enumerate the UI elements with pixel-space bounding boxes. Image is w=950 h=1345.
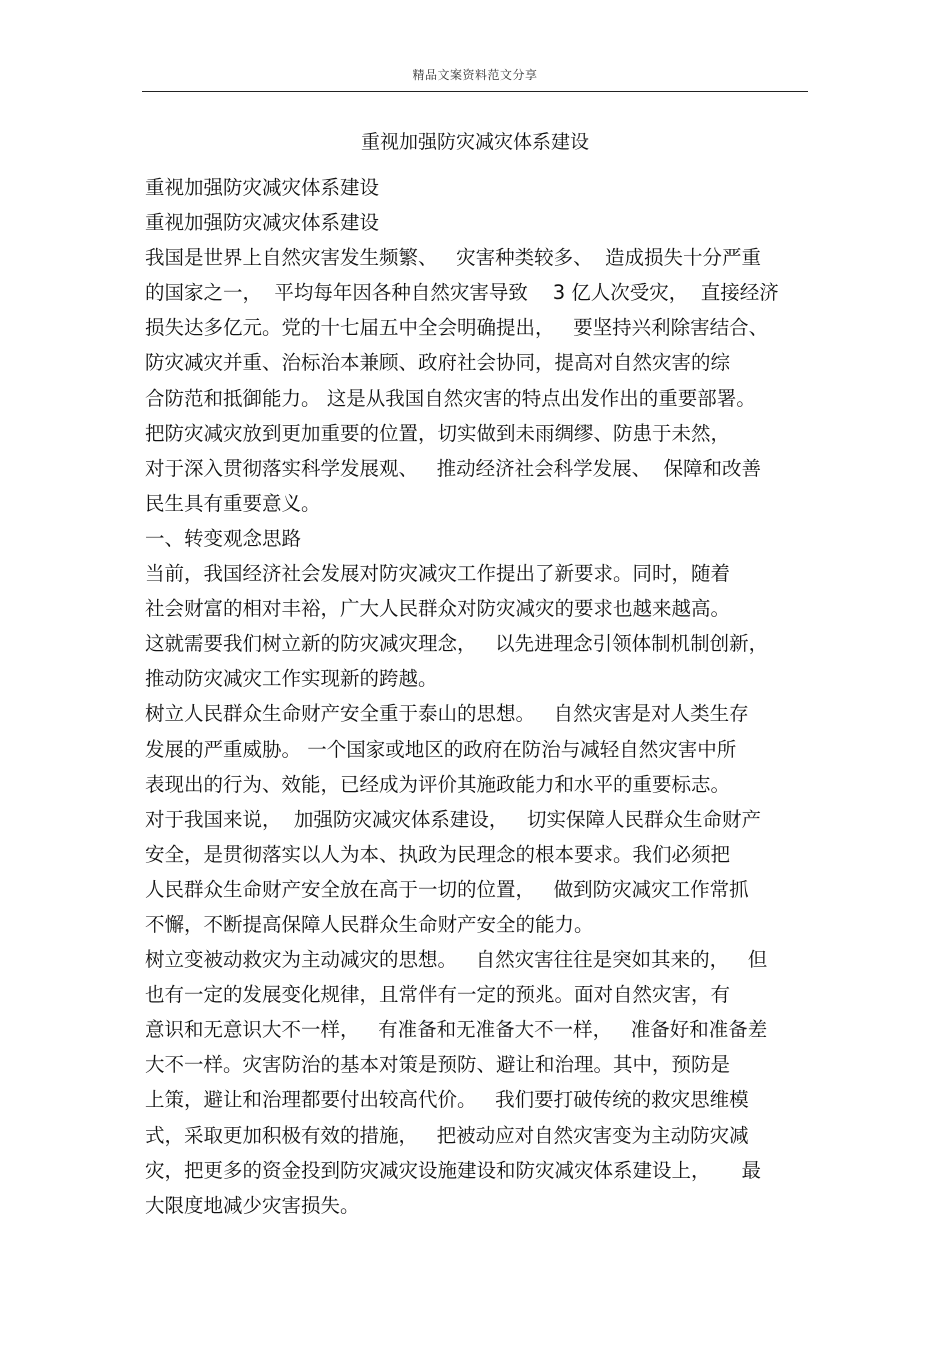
body-line: 重视加强防灾减灾体系建设 <box>145 211 380 235</box>
body-line: 发展的严重威胁。 一个国家或地区的政府在防治与减轻自然灾害中所 <box>145 737 737 761</box>
body-line: 这就需要我们树立新的防灾减灾理念， 以先进理念引领体制机制创新， <box>145 632 769 656</box>
body-line: 灾，把更多的资金投到防灾减灾设施建设和防灾减灾体系建设上， 最 <box>145 1158 761 1182</box>
body-line: 树立变被动救灾为主动减灾的思想。 自然灾害往往是突如其来的， 但 <box>145 948 768 972</box>
body-line: 合防范和抵御能力。 这是从我国自然灾害的特点出发作出的重要部署。 <box>145 386 756 410</box>
body-line: 也有一定的发展变化规律，且常伴有一定的预兆。面对自然灾害，有 <box>145 983 731 1007</box>
body-line: 民生具有重要意义。 <box>145 491 321 515</box>
body-line: 我国是世界上自然灾害发生频繁、 灾害种类较多、 造成损失十分严重 <box>145 246 761 270</box>
page-header-text: 精品文案资料范文分享 <box>412 68 538 82</box>
body-line: 对于我国来说， 加强防灾减灾体系建设， 切实保障人民群众生命财产 <box>145 807 761 831</box>
body-line: 大不一样。灾害防治的基本对策是预防、避让和治理。其中，预防是 <box>145 1053 731 1077</box>
body-line: 安全，是贯彻落实以人为本、执政为民理念的根本要求。我们必须把 <box>145 842 731 866</box>
body-line: 社会财富的相对丰裕，广大人民群众对防灾减灾的要求也越来越高。 <box>145 597 731 621</box>
body-line: 上策，避让和治理都要付出较高代价。 我们要打破传统的救灾思维模 <box>145 1088 749 1112</box>
body-line: 对于深入贯彻落实科学发展观、 推动经济社会科学发展、 保障和改善 <box>145 456 761 480</box>
body-line: 防灾减灾并重、治标治本兼顾、政府社会协同，提高对自然灾害的综 <box>145 351 731 375</box>
section-heading: 一、转变观念思路 <box>145 526 302 550</box>
body-line: 损失达多亿元。党的十七届五中全会明确提出， 要坚持兴利除害结合、 <box>145 316 769 340</box>
body-line: 当前，我国经济社会发展对防灾减灾工作提出了新要求。同时，随着 <box>145 562 731 586</box>
document-title: 重视加强防灾减灾体系建设 <box>360 131 589 153</box>
header-divider <box>142 91 808 92</box>
body-line: 不懈，不断提高保障人民群众生命财产安全的能力。 <box>145 912 594 936</box>
body-line: 人民群众生命财产安全放在高于一切的位置， 做到防灾减灾工作常抓 <box>145 877 749 901</box>
body-line: 的国家之一， 平均每年因各种自然灾害导致 3 亿人次受灾， 直接经济 <box>145 281 779 305</box>
body-line: 重视加强防灾减灾体系建设 <box>145 176 380 199</box>
body-line: 表现出的行为、效能，已经成为评价其施政能力和水平的重要标志。 <box>145 772 731 796</box>
body-line: 意识和无意识大不一样， 有准备和无准备大不一样， 准备好和准备差 <box>145 1018 768 1042</box>
body-line: 推动防灾减灾工作实现新的跨越。 <box>145 667 438 691</box>
document-body <box>145 170 810 1223</box>
body-line: 把防灾减灾放到更加重要的位置，切实做到未雨绸缪、防患于未然， <box>145 421 731 445</box>
body-line: 式，采取更加积极有效的措施， 把被动应对自然灾害变为主动防灾减 <box>145 1123 749 1147</box>
body-line: 树立人民群众生命财产安全重于泰山的思想。 自然灾害是对人类生存 <box>145 702 749 726</box>
body-line: 大限度地减少灾害损失。 <box>145 1193 360 1217</box>
